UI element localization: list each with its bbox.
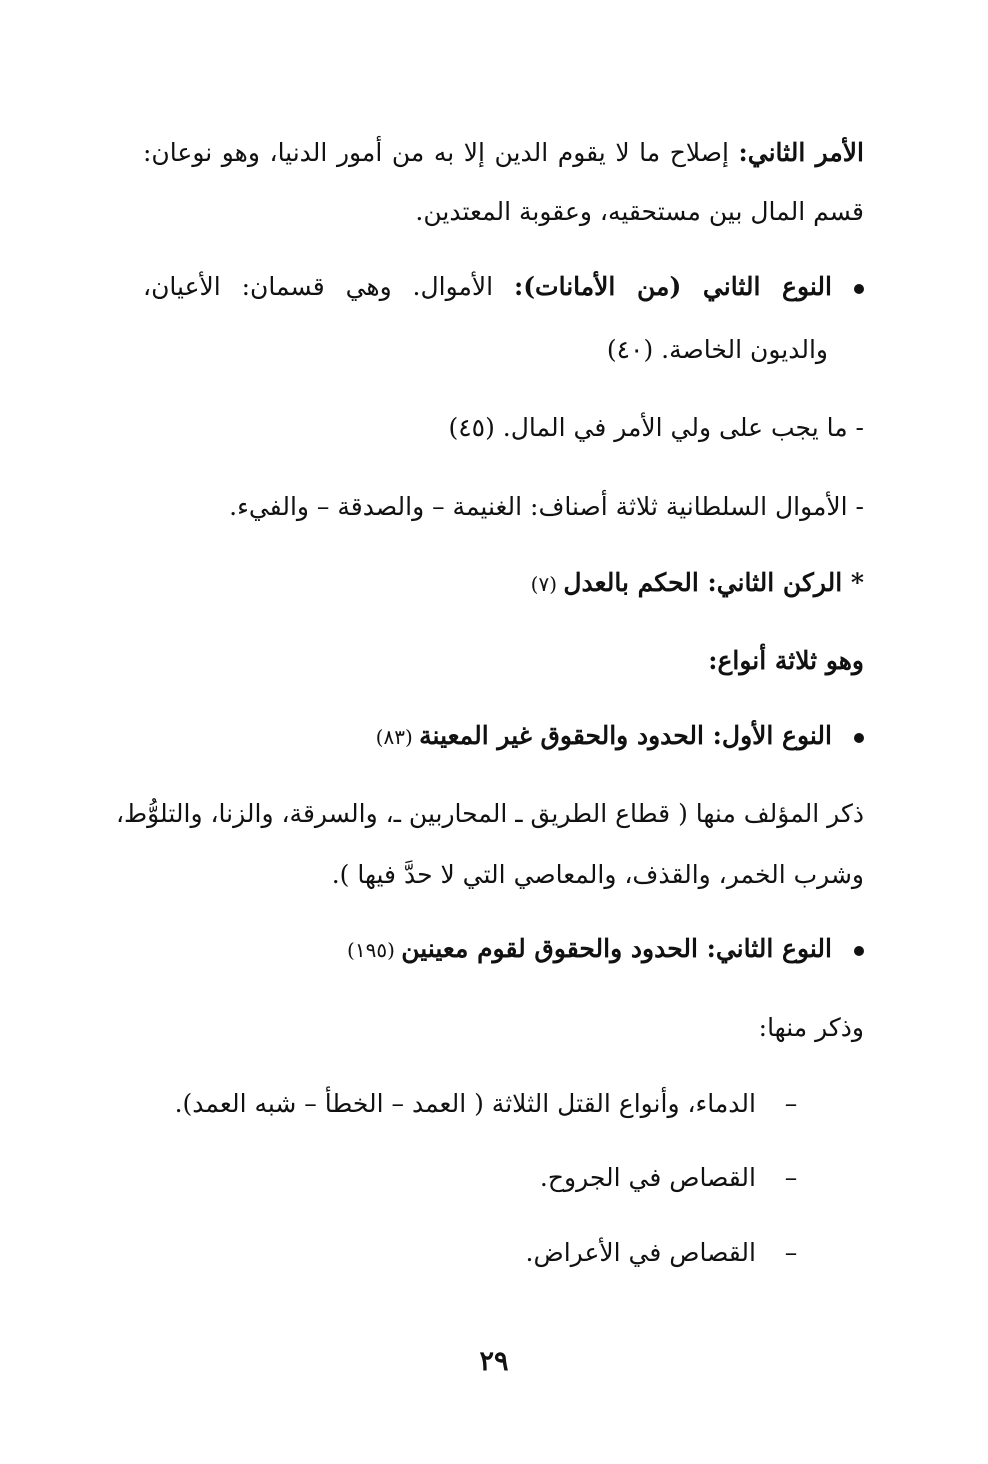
section-heading-rukn-thani	[531, 563, 864, 604]
paragraph-heading: الأمر الثاني:	[738, 138, 864, 167]
dash-marker: –	[784, 1238, 798, 1267]
page-number: ٢٩	[479, 1346, 509, 1377]
bullet-icon	[854, 733, 864, 743]
bullet-item-naw-awwal	[376, 716, 864, 757]
bullet-heading: النوع الثاني: الحدود والحقوق لقوم معينين	[401, 934, 832, 963]
paragraph-amr-thani-line-2: قسم المال بين مستحقيه، وعقوبة المعتدين.	[415, 197, 864, 226]
bullet-icon	[854, 284, 864, 294]
paragraph-hudud-line-1: ذكر المؤلف منها ( قطاع الطريق ـ المحاربين ـ، والسرقة، والزنا، والتلوُّط،	[115, 799, 864, 828]
bullet-page-ref: (٨٣)	[375, 725, 420, 749]
paragraph-text: إصلاح ما لا يقوم الدين إلا به من أمور الدنيا، وهو نوعان:	[143, 138, 739, 167]
list-item-text: الدماء، وأنواع القتل الثلاثة ( العمد – الخطأ – شبه العمد).	[174, 1089, 756, 1118]
list-item	[526, 1233, 798, 1273]
bullet-heading: النوع الثاني (من الأمانات):	[514, 272, 832, 301]
bullet-page-ref: (١٩٥)	[347, 938, 402, 962]
bullet-item-amanat	[143, 267, 864, 307]
list-item	[175, 1084, 798, 1124]
bullet-item-naw-thani	[347, 929, 864, 970]
list-item-text: القصاص في الجروح.	[539, 1163, 756, 1192]
list-item-text: القصاص في الأعراض.	[525, 1238, 756, 1267]
bullet-icon	[854, 946, 864, 956]
section-intro: وهو ثلاثة أنواع:	[708, 646, 864, 675]
dash-note-wali-al-amr: - ما يجب على ولي الأمر في المال. (٤٥)	[448, 413, 864, 442]
section-page-ref: (٧)	[530, 572, 564, 596]
dash-note-amwal-sultaniya: - الأموال السلطانية ثلاثة أصناف: الغنيمة – والصدقة – والفيء.	[229, 492, 864, 521]
dash-marker: –	[784, 1089, 798, 1118]
bullet-heading: النوع الأول: الحدود والحقوق غير المعينة	[419, 721, 832, 750]
paragraph-hudud-line-2: وشرب الخمر، والقذف، والمعاصي التي لا حدَّ فيها ).	[331, 860, 864, 889]
bullet-item-amanat-line-2: والديون الخاصة. (٤٠)	[606, 335, 828, 364]
list-intro: وذكر منها:	[758, 1013, 864, 1042]
bullet-text: الأموال. وهي قسمان: الأعيان،	[143, 272, 514, 301]
dash-marker: –	[784, 1163, 798, 1192]
paragraph-amr-thani-line-1	[143, 133, 864, 173]
list-item	[540, 1158, 798, 1198]
section-heading-text: * الركن الثاني: الحكم بالعدل	[563, 568, 864, 597]
